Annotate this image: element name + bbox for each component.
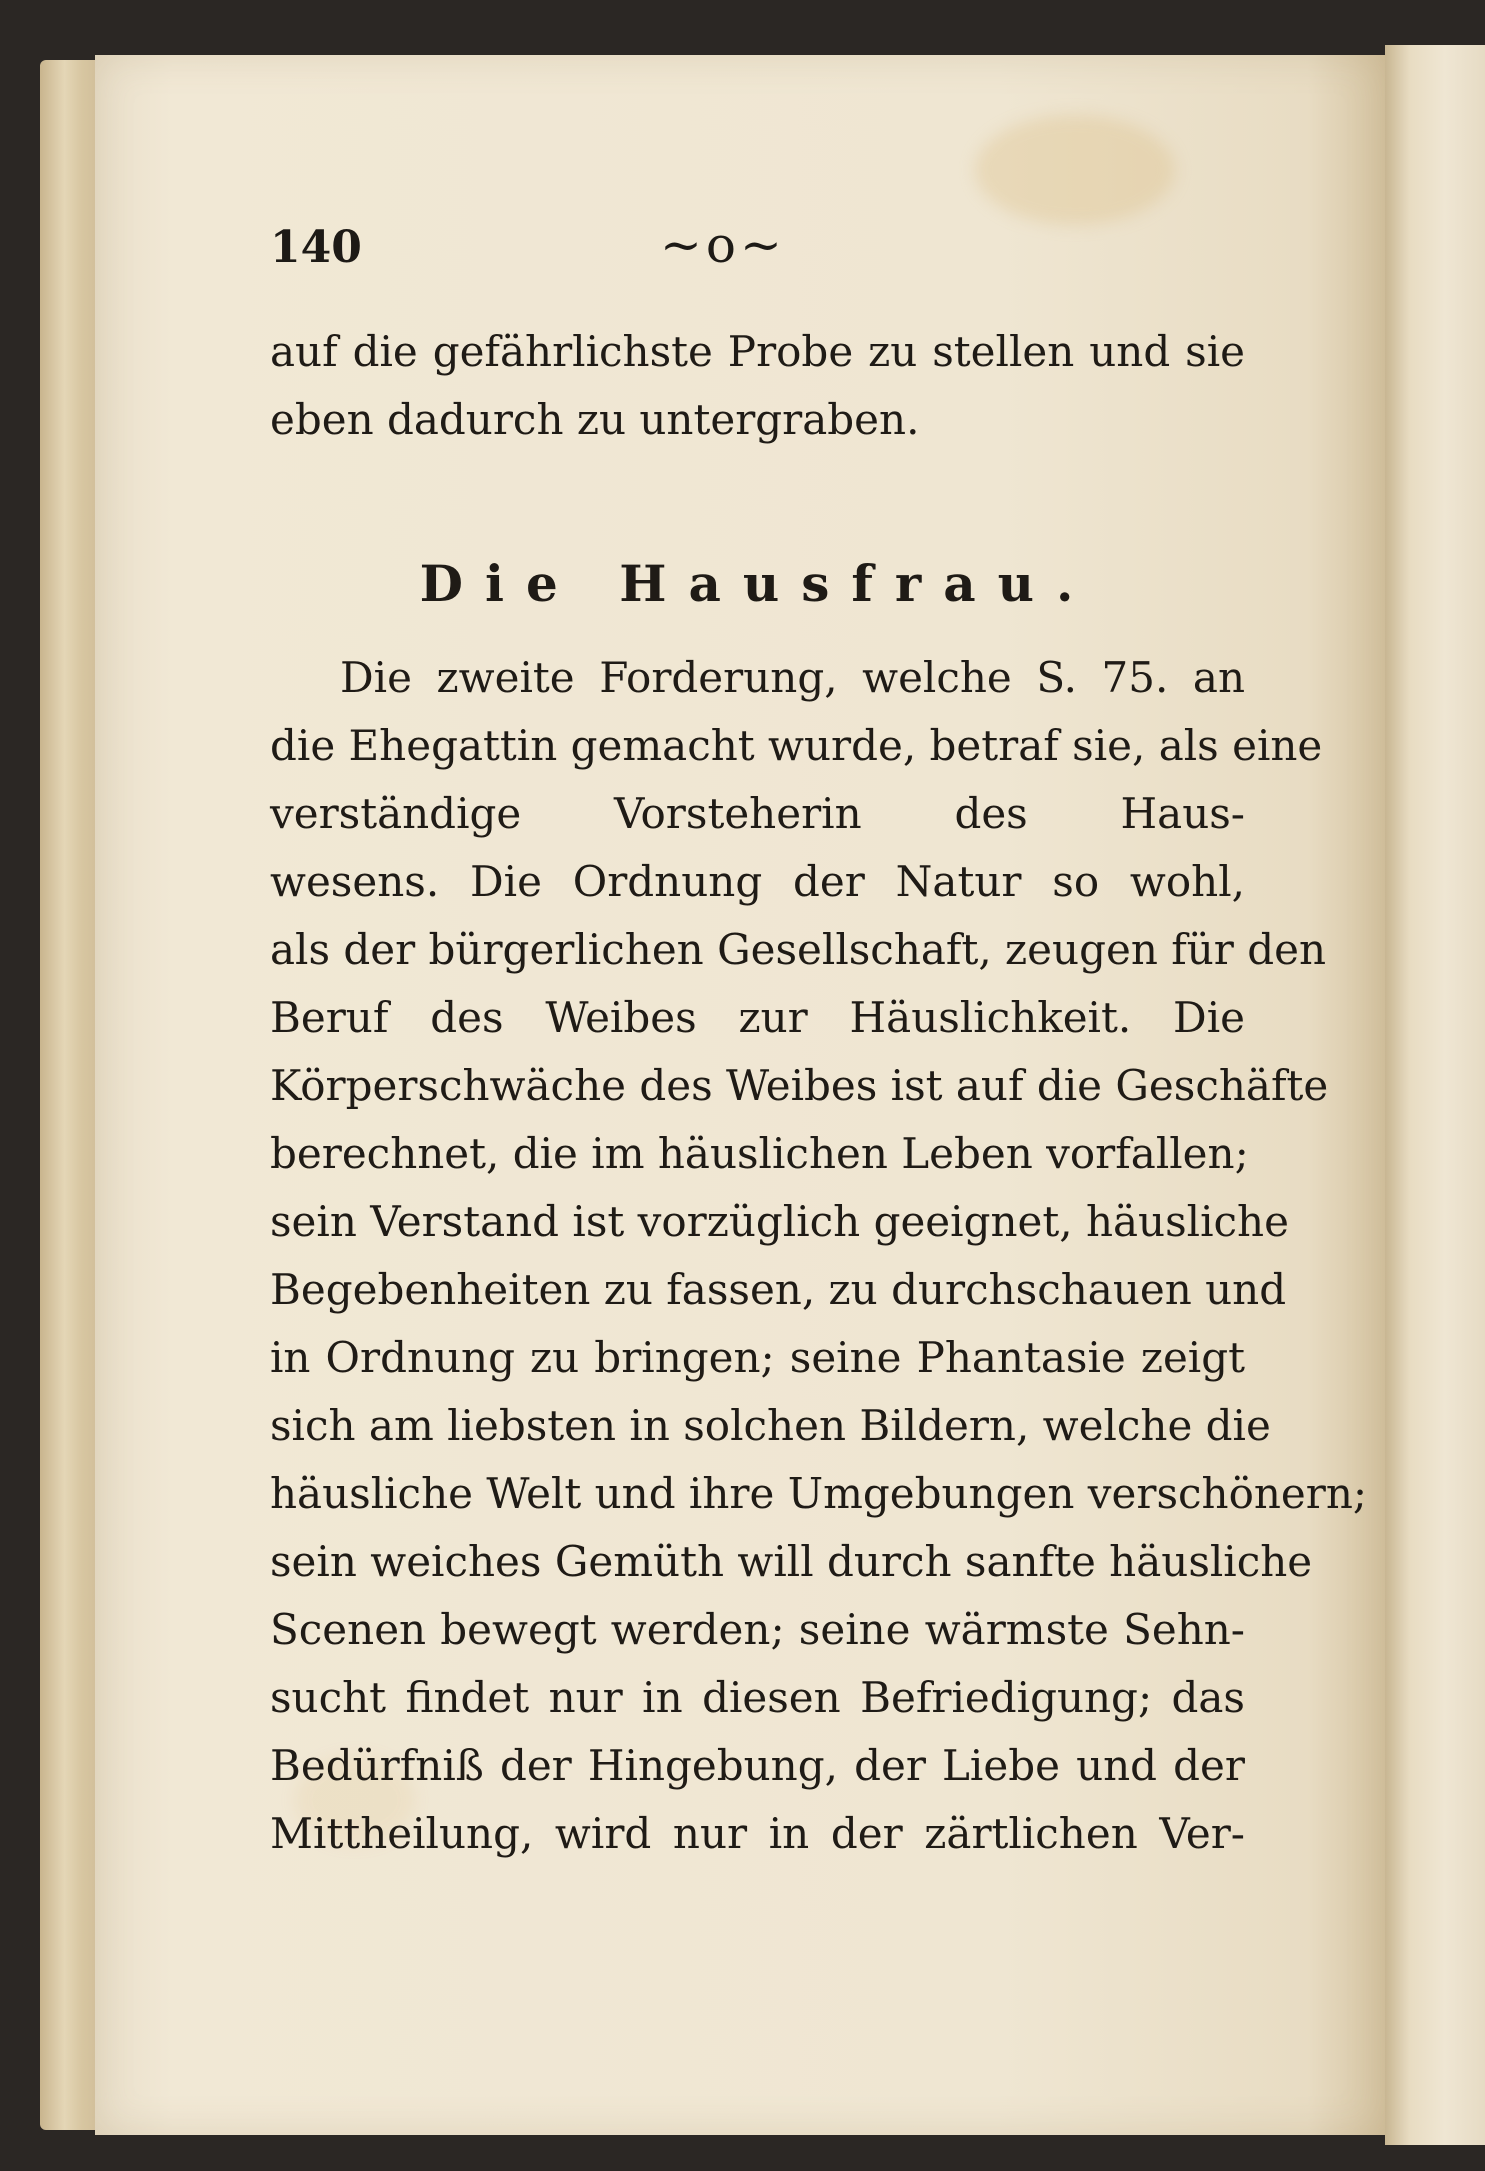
text-line: sucht findet nur in diesen Befriedigung; das <box>270 1673 1245 1722</box>
facing-page-edge <box>1385 45 1485 2145</box>
page-text <box>270 318 1368 1868</box>
header-ornament: ~o~ <box>660 216 786 274</box>
page-number: 140 <box>270 222 362 273</box>
text-line: Körperschwäche des Weibes ist auf die Geschäfte <box>270 1061 1329 1110</box>
text-line: Die zweite Forderung, welche S. 75. an <box>340 653 1245 702</box>
text-line: berechnet, die im häuslichen Leben vorfallen; <box>270 1129 1249 1178</box>
text-line: sich am liebsten in solchen Bildern, welche die <box>270 1401 1271 1450</box>
text-line: häusliche Welt und ihre Umgebungen verschönern; <box>270 1469 1368 1518</box>
text-line: Scenen bewegt werden; seine wärmste Sehn- <box>270 1605 1245 1654</box>
text-line: Beruf des Weibes zur Häuslichkeit. Die <box>270 993 1245 1042</box>
text-line: sein weiches Gemüth will durch sanfte häusliche <box>270 1537 1313 1586</box>
text-line: in Ordnung zu bringen; seine Phantasie zeigt <box>270 1333 1245 1382</box>
text-line: auf die gefährlichste Probe zu stellen und sie <box>270 327 1245 376</box>
paper-stain <box>975 115 1175 225</box>
text-line: als der bürgerlichen Gesellschaft, zeugen für den <box>270 925 1327 974</box>
running-head <box>270 216 1240 282</box>
text-line: Bedürfniß der Hingebung, der Liebe und der <box>270 1741 1245 1790</box>
text-line: Begebenheiten zu fassen, zu durchschauen und <box>270 1265 1287 1314</box>
text-line: die Ehegattin gemacht wurde, betraf sie, als eine <box>270 721 1323 770</box>
text-line: wesens. Die Ordnung der Natur so wohl, <box>270 857 1245 906</box>
section-heading: Die Hausfrau. <box>419 554 1096 613</box>
text-line: Mittheilung, wird nur in der zärtlichen Ver- <box>270 1809 1245 1858</box>
text-line: sein Verstand ist vorzüglich geeignet, häusliche <box>270 1197 1289 1246</box>
text-line: eben dadurch zu untergraben. <box>270 395 920 444</box>
text-line: verständige Vorsteherin des Haus- <box>270 789 1245 838</box>
